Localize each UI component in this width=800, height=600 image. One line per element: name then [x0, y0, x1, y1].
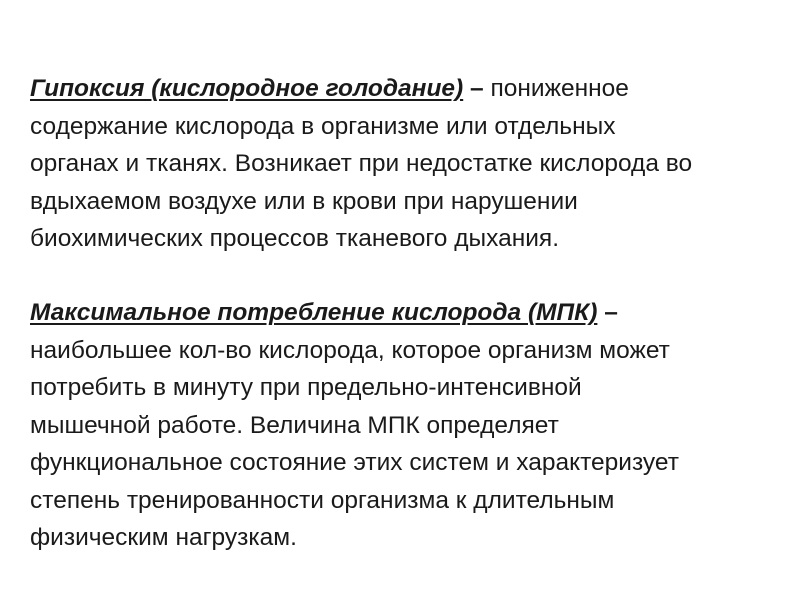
text-line: содержание кислорода в организме или отдельных — [30, 112, 616, 140]
term-vo2max: Максимальное потребление кислорода (МПК) — [30, 299, 598, 326]
text-line: вдыхаемом воздухе или в крови при нарушении — [30, 187, 578, 215]
text-line: органах и тканях. Возникает при недостатке кислорода во — [30, 150, 693, 177]
hypoxia-definition — [30, 70, 800, 258]
text-line: функциональное состояние этих систем и характеризует — [30, 449, 679, 476]
text-line: степень тренированности организма к длительным — [30, 486, 615, 514]
definition-dash: – — [604, 299, 618, 326]
term-hypoxia: Гипоксия (кислородное голодание) — [30, 75, 464, 102]
text-line: физическим нагрузкам. — [30, 524, 297, 551]
text-line — [30, 294, 800, 332]
text-line: потребить в минуту при предельно-интенсивной — [30, 374, 582, 401]
text-line — [30, 70, 800, 108]
vo2max-definition — [30, 294, 800, 557]
text-line: наибольшее кол-во кислорода, которое организм может — [30, 336, 670, 364]
text-fragment: пониженное — [490, 75, 629, 102]
text-line: биохимических процессов тканевого дыхания. — [30, 225, 560, 252]
definition-dash: – — [470, 75, 484, 102]
text-line: мышечной работе. Величина МПК определяет — [30, 411, 559, 439]
